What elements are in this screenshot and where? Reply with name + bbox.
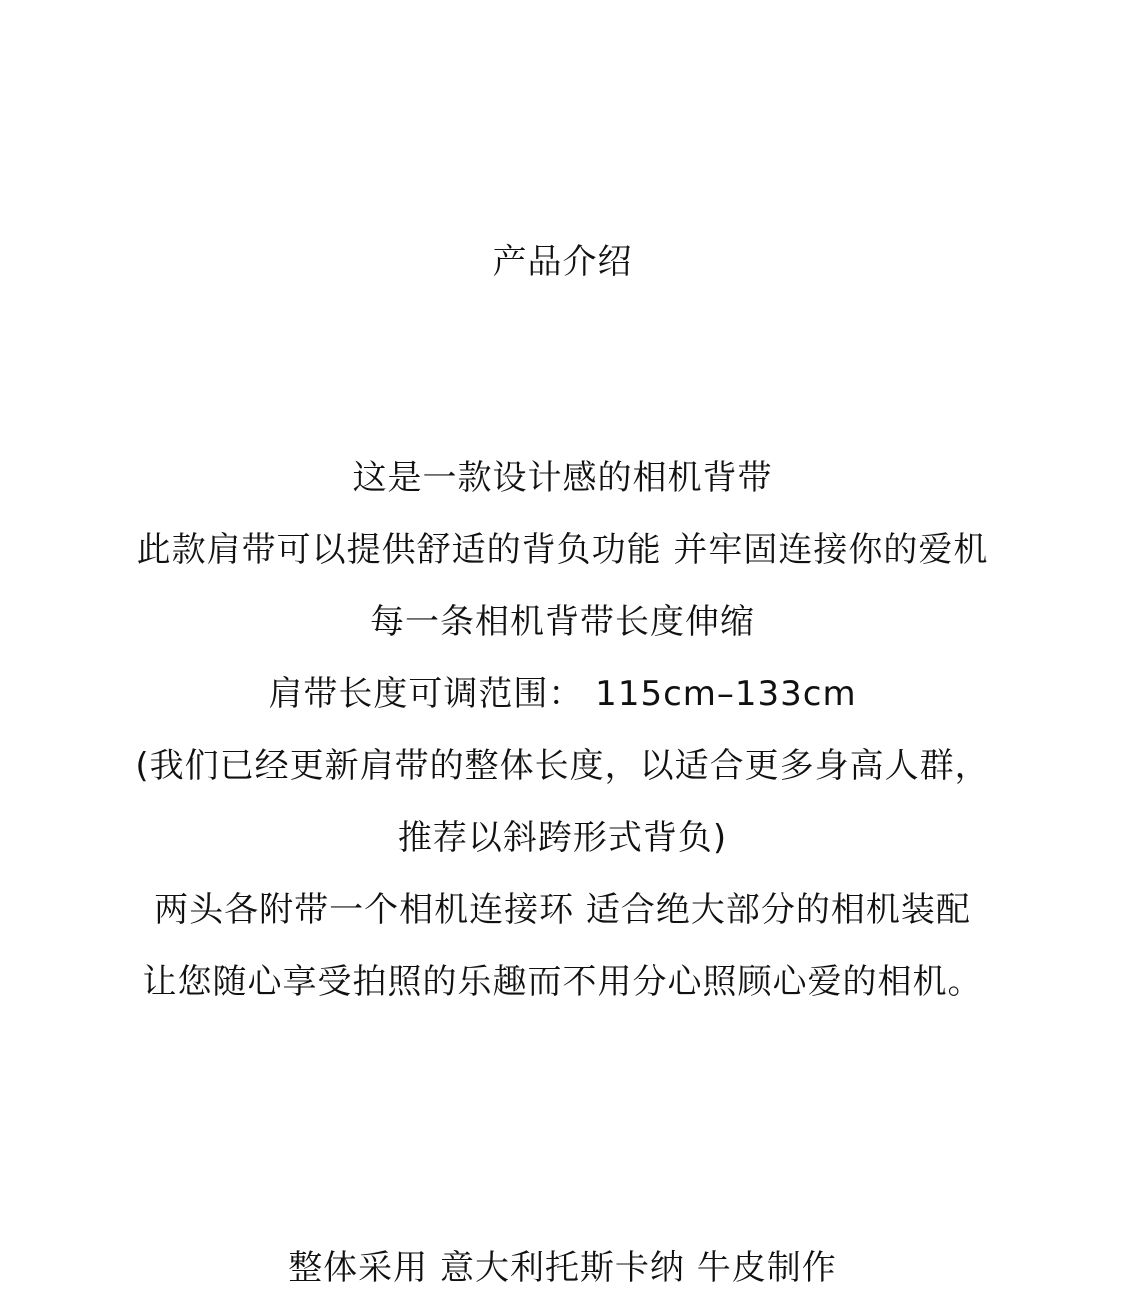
intro-line-7: 两头各附带一个相机连接环 适合绝大部分的相机装配 xyxy=(154,890,971,930)
intro-line-6: 推荐以斜跨形式背负) xyxy=(397,818,728,858)
strap-length-range: 肩带长度可调范围： 115cm–133cm xyxy=(268,674,857,714)
section-title: 产品介绍 xyxy=(492,242,633,282)
intro-line-5: (我们已经更新肩带的整体长度，以适合更多身高人群， xyxy=(135,746,990,786)
intro-line-1: 这是一款设计感的相机背带 xyxy=(352,458,773,498)
material-line: 整体采用 意大利托斯卡纳 牛皮制作 xyxy=(288,1248,837,1288)
intro-line-8: 让您随心享受拍照的乐趣而不用分心照顾心爱的相机。 xyxy=(142,962,983,1002)
intro-line-2: 此款肩带可以提供舒适的背负功能 并牢固连接你的爱机 xyxy=(136,530,989,570)
intro-line-3: 每一条相机背带长度伸缩 xyxy=(370,602,755,642)
